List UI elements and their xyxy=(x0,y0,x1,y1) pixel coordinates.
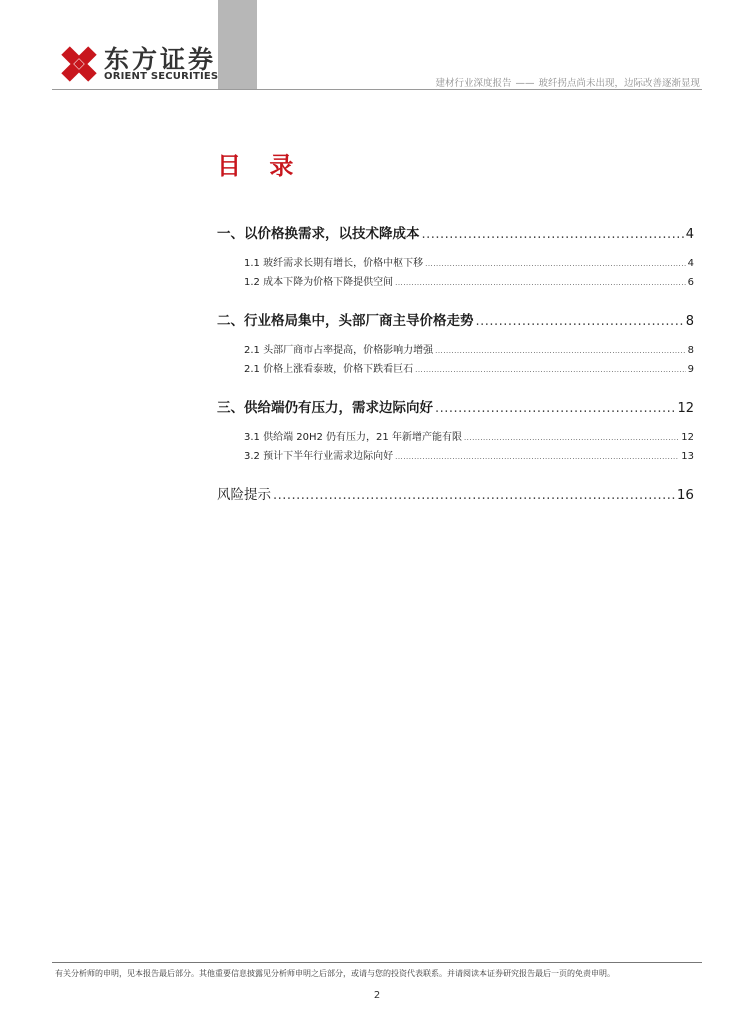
toc-entry-page: 8 xyxy=(687,345,694,356)
report-type: 建材行业深度报告 xyxy=(435,78,512,89)
header-separator: —— xyxy=(515,78,535,89)
page-number: 2 xyxy=(373,990,381,1001)
toc-entry-page: 12 xyxy=(681,432,694,443)
toc-entry-section-3[interactable] xyxy=(217,396,694,416)
toc-entry-title: 1.1 玻纤需求长期有增长，价格中枢下移 xyxy=(244,258,424,269)
toc-leader-dots xyxy=(435,401,675,416)
toc-entry-page: 4 xyxy=(687,258,694,269)
orient-securities-logo-icon xyxy=(57,42,101,86)
toc-leader-dots xyxy=(476,314,684,329)
toc-entry-page: 9 xyxy=(687,364,694,375)
toc-entry-title: 2.1 头部厂商市占率提高，价格影响力增强 xyxy=(244,345,434,356)
toc-entry-page: 13 xyxy=(681,451,694,462)
toc-entry-risk[interactable] xyxy=(217,483,694,503)
toc-entry-1-1[interactable] xyxy=(217,254,694,269)
toc-entry-title: 2.1 价格上涨看泰玻，价格下跌看巨石 xyxy=(244,364,414,375)
toc-entry-3-1[interactable] xyxy=(217,428,694,443)
toc-entry-title: 1.2 成本下降为价格下降提供空间 xyxy=(244,277,394,288)
footer-divider xyxy=(52,962,702,963)
toc-entry-title: 风险提示 xyxy=(217,487,271,503)
toc-entry-title: 三、供给端仍有压力，需求边际向好 xyxy=(217,400,433,416)
toc-title: 目 录 xyxy=(217,152,304,180)
toc-leader-dots xyxy=(435,347,686,355)
toc-leader-dots xyxy=(425,260,686,268)
toc-entry-page: 8 xyxy=(685,314,694,329)
toc-entry-page: 6 xyxy=(687,277,694,288)
logo-english-name: ORIENT SECURITIES xyxy=(104,71,219,82)
logo-chinese-name: 东方证券 xyxy=(104,45,217,74)
toc-entry-page: 12 xyxy=(677,401,694,416)
footer-disclaimer: 有关分析师的申明，见本报告最后部分。其他重要信息披露见分析师申明之后部分，或请与您的投资代表联系。并请阅读本证券研究报告最后一页的免责申明。 xyxy=(55,969,615,978)
header-divider xyxy=(52,89,702,90)
header-decorative-block xyxy=(218,0,257,89)
toc-entry-2-1[interactable] xyxy=(217,341,694,356)
toc-entry-page: 4 xyxy=(685,227,694,242)
toc-leader-dots xyxy=(422,227,684,242)
toc-entry-title: 一、以价格换需求，以技术降成本 xyxy=(217,226,420,242)
header-report-info xyxy=(435,75,700,89)
toc-leader-dots xyxy=(415,366,686,374)
toc-leader-dots xyxy=(273,488,675,503)
toc-entry-title: 二、行业格局集中，头部厂商主导价格走势 xyxy=(217,313,474,329)
toc-entry-1-2[interactable] xyxy=(217,273,694,288)
toc-entry-title: 3.1 供给端 20H2 仍有压力，21 年新增产能有限 xyxy=(244,432,462,443)
toc-entry-page: 16 xyxy=(676,487,694,503)
toc-entry-section-2[interactable] xyxy=(217,309,694,329)
toc-entry-title: 3.2 预计下半年行业需求边际向好 xyxy=(244,451,394,462)
toc-leader-dots xyxy=(395,453,679,461)
toc-leader-dots xyxy=(395,279,686,287)
toc-entry-2-2[interactable] xyxy=(217,360,694,375)
report-title: 玻纤拐点尚未出现，边际改善逐渐显现 xyxy=(538,78,700,89)
toc-entry-3-2[interactable] xyxy=(217,447,694,462)
toc-leader-dots xyxy=(464,434,679,442)
toc-entry-section-1[interactable] xyxy=(217,222,694,242)
